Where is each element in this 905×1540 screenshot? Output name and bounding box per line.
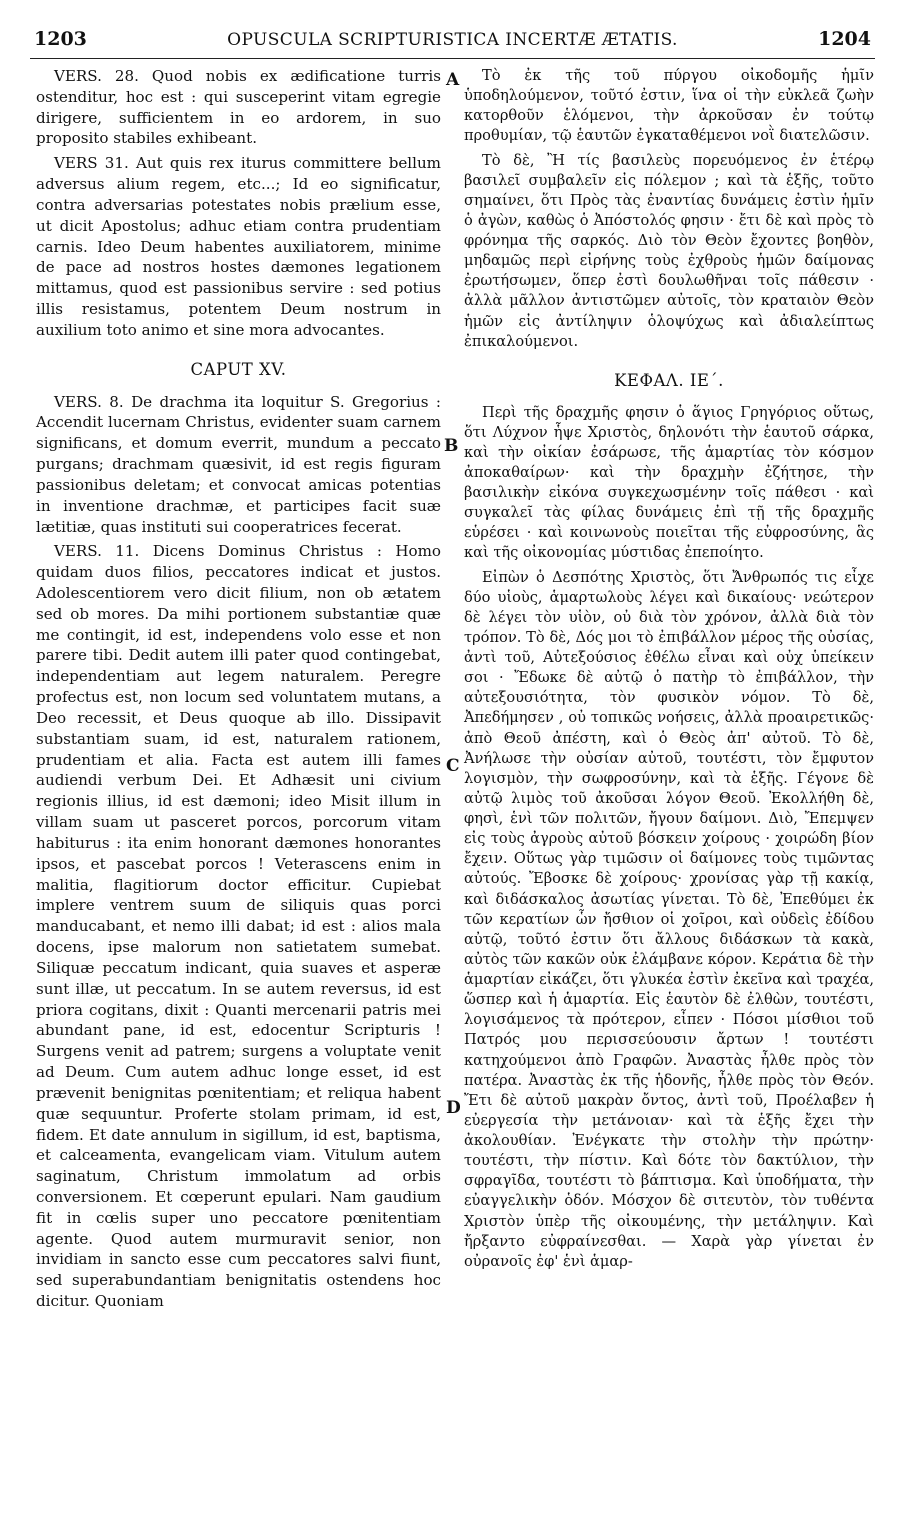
- margin-marker-d: D: [446, 1098, 461, 1118]
- latin-chapter-heading: CAPUT XV.: [190, 359, 287, 379]
- left-page-number: 1203: [34, 28, 87, 50]
- right-page-number: 1204: [818, 28, 871, 50]
- latin-paragraph-vers-8: VERS. 8. De drachma ita loquitur S. Gregorius : Accendit lucernam Christus, evidenter suam carnem significans, et domum everrit, mundum a peccato purgans; drachmam quæsivit, id est regis figuram passionibus deletam; et convocat amicas potentias in inventione drachmæ, et participes facit suæ lætitiæ, quas instituti sui cooperatrices fecerat.: [36, 392, 441, 536]
- margin-marker-c: C: [446, 756, 460, 776]
- running-header: [30, 28, 875, 59]
- latin-paragraph-vers-28: VERS. 28. Quod nobis ex ædificatione turris ostenditur, hoc est : qui susceperint vitam egregie dirigere, sufficientem in eo ardorem, in suo proposito stabiles exhibeant.: [36, 67, 441, 148]
- latin-column: [36, 66, 441, 1316]
- greek-paragraph-3: Περὶ τῆς δραχμῆς φησιν ὁ ἅγιος Γρηγόριος οὕτως, ὅτι Λύχνον ἧψε Χριστὸς, δηλονότι τὴν ἑαυτοῦ σάρκα, καὶ τὴν οἰκίαν ἐσάρωσε, τῆς ἁμαρτίας τὸν κόσμον ἀποκαθαίρων· καὶ τὴν δραχμὴν ἐζήτησε, τὴν βασιλικὴν εἰκόνα συγκεχωσμένην τοῖς πάθεσι · καὶ συγκαλεῖ τὰς φίλας δυνάμεις ἐπὶ τῇ τῆς δραχμῆς εὑρέσει · καὶ κοινωνοὺς ποιεῖται τῆς εὐφροσύνης, ἃς καὶ τῆς οἰκονομίας μύστιδας ἐπεποίητο.: [464, 403, 874, 562]
- greek-paragraph-4: Εἰπὼν ὁ Δεσπότης Χριστὸς, ὅτι Ἄνθρωπός τις εἶχε δύο υἱοὺς, ἁμαρτωλοὺς λέγει καὶ δικαίους· νεώτερον δὲ λέγει τὸν υἱὸν, οὐ διὰ τὸν χρόνον, ἀλλὰ διὰ τὸν τρόπον. Τὸ δὲ, Δός μοι τὸ ἐπιβάλλον μέρος τῆς οὐσίας, ἀντὶ τοῦ, Αὐτεξούσιος ἐθέλω εἶναι καὶ οὐχ ὑπείκειν σοι · Ἔδωκε δὲ αὐτῷ ὁ πατὴρ τὸ ἐπιβάλλον, τὴν αὐτεξουσιότητα, τὸν φυσικὸν νόμον. Τὸ δὲ, Ἀπεδήμησεν , οὐ τοπικῶς νοήσεις, ἀλλὰ προαιρετικῶς· ἀπὸ Θεοῦ ἀπέστη, καὶ ὁ Θεὸς ἀπ' αὐτοῦ. Τὸ δὲ, Ἀνήλωσε τὴν οὐσίαν αὐτοῦ, τουτέστι, τὸν ἔμφυτον λογισμὸν, τὴν σωφροσύνην, καὶ τὰ ἑξῆς. Γέγονε δὲ αὐτῷ λιμὸς τοῦ ἀκοῦσαι λόγον Θεοῦ. Ἐκολλήθη δὲ, φησὶ, ἑνὶ τῶν πολιτῶν, ἤγουν δαίμονι. Διὸ, Ἔπεμψεν εἰς τοὺς ἀγροὺς αὐτοῦ βόσκειν χοίρους · χοιρώδη βίον ἔχειν. Οὕτως γὰρ τιμῶσιν οἱ δαίμονες τοὺς τιμῶντας αὐτούς. Ἔβοσκε δὲ χοίρους· χρονίσας γὰρ τῇ κακίᾳ, καὶ διδάσκαλος ἀσωτίας γίνεται. Τὸ δὲ, Ἐπεθύμει ἐκ τῶν κερατίων ὧν ἤσθιον οἱ χοῖροι, καὶ οὐδεὶς ἐδίδου αὐτῷ, τοῦτό ἐστιν ὅτι ἄλλους διδάσκων τὰ κακὰ, αὐτὸς τῶν κακῶν οὐκ ἐλάμβανε κόρον. Κεράτια δὲ τὴν ἁμαρτίαν εἰκάζει, ὅτι γλυκέα ἐστὶν ἐκεῖνα καὶ τραχέα, ὥσπερ καὶ ἡ ἁμαρτία. Εἰς ἑαυτὸν δὲ ἐλθὼν, τουτέστι, λογισάμενος τὰ πρότερον, εἶπεν · Πόσοι μίσθιοι τοῦ Πατρός μου περισσεύουσιν ἄρτων ! τουτέστι κατηχούμενοι ἀπὸ Γραφῶν. Ἀναστὰς ἦλθε πρὸς τὸν πατέρα. Ἀναστὰς ἐκ τῆς ἡδονῆς, ἦλθε πρὸς τὸν Θεόν. Ἔτι δὲ αὐτοῦ μακρὰν ὄντος, ἀντὶ τοῦ, Προέλαβεν ἡ εὐεργεσία τὴν μετάνοιαν· καὶ τὰ ἑξῆς ἔχει τὴν ἀκολουθίαν. Ἐνέγκατε τὴν στολὴν τὴν πρώτην· τουτέστι, τὴν πίστιν. Καὶ δότε τὸν δακτύλιον, τὴν σφραγῖδα, τουτέστι τὸ βάπτισμα. Καὶ ὑποδήματα, τὴν εὐαγγελικὴν ὁδόν. Μόσχον δὲ σιτευτὸν, τὸν τυθέντα Χριστὸν ὑπὲρ τῆς οἰκουμένης, τὴν μετάληψιν. Καὶ ἤρξαντο εὐφραίνεσθαι. — Χαρὰ γὰρ γίνεται ἐν οὐρανοῖς ἐφ' ἑνὶ ἁμαρ-: [464, 568, 874, 1270]
- margin-marker-a: A: [446, 70, 460, 90]
- running-title: OPUSCULA SCRIPTURISTICA INCERTÆ ÆTATIS.: [227, 30, 678, 50]
- margin-marker-b: B: [444, 436, 459, 456]
- latin-paragraph-vers-11: VERS. 11. Dicens Dominus Christus : Homo quidam duos filios, peccatores indicat et justos. Adolescentiorem vero dicit filium, non ob ætatem sed ob mores. Da mihi portionem substantiæ quæ me contingit, id est, independens volo esse et non parere tibi. Dedit autem illi pater quod contingebat, independentiam aut legem naturalem. Peregre profectus est, non locum sed voluntatem mutans, a Deo recessit, et Deus quoque ab illo. Dissipavit substantiam suam, id est, naturalem rationem, prudentiam et alia. Facta est autem illi fames audiendi verbum Dei. Et Adhæsit uni civium regionis illius, id est dæmoni; ideo Misit illum in villam suam ut pasceret porcos, porcorum vitam habiturus : ita enim honorant dæmones honorantes ipsos, et pascebat porcos ! Veterascens enim in malitia, flagitiorum doctor efficitur. Cupiebat implere ventrem suum de siliquis quas porci manducabant, et nemo illi dabat; id est : alios mala docens, ipse malorum non satietatem sumebat. Siliquæ peccatum indicant, quia suaves et asperæ sunt illæ, ut peccatum. In se autem reversus, id est priora cogitans, dixit : Quanti mercenarii patris mei abundant pane, id est, edocentur Scripturis ! Surgens venit ad patrem; surgens a voluptate venit ad Deum. Cum autem adhuc longe esset, id est prævenit benignitas pœnitentiam; et reliqua habent quæ sequuntur. Proferte stolam primam, id est, fidem. Et date annulum in sigillum, id est, baptisma, et calceamenta, evangelicam viam. Vitulum autem saginatum, Christum immolatum ad orbis conversionem. Et cœperunt epulari. Nam gaudium fit in cœlis super uno peccatore pœnitentiam agente. Quod autem murmuravit senior, non invidiam in sancto esse cum peccatores salvi fiunt, sed superabundantiam benignitatis ostendens hoc dicitur. Quoniam: [36, 542, 441, 1311]
- latin-paragraph-vers-31: VERS 31. Aut quis rex iturus committere bellum adversus alium regem, etc...; Id eo significatur, contra adversarias potestates nobis prælium esse, ut dicit Apostolus; adhuc etiam contra prudentiam carnis. Ideo Deum habentes auxiliatorem, minime de pace ad nostros hostes dæmones legationem mittamus, quod est passionibus servire : sed potius illis resistamus, potentem Deum nostrum in auxilium toto animo et sine mora advocantes.: [36, 154, 441, 339]
- greek-column: [464, 66, 874, 1276]
- greek-paragraph-1: Τὸ ἐκ τῆς τοῦ πύργου οἰκοδομῆς ἡμῖν ὑποδηλούμενον, τοῦτό ἐστιν, ἵνα οἱ τὴν εὐκλεᾶ ζωὴν κατορθοῦν ἑλόμενοι, τὴν ἀρκοῦσαν ἐν τούτῳ προθυμίαν, τῷ ἑαυτῶν ἐγκαταθέμενοι νοῒ διατελῶσιν.: [464, 67, 874, 145]
- greek-paragraph-2: Τὸ δὲ, Ἢ τίς βασιλεὺς πορευόμενος ἐν ἑτέρῳ βασιλεῖ συμβαλεῖν εἰς πόλεμον ; καὶ τὰ ἑξῆς, τοῦτο σημαίνει, ὅτι Πρὸς τὰς ἐναντίας δυνάμεις ἐστὶν ἡμῖν ὁ ἀγὼν, καθὼς ὁ Ἀπόστολός φησιν · ἔτι δὲ καὶ πρὸς τὸ φρόνημα τῆς σαρκός. Διὸ τὸν Θεὸν ἔχοντες βοηθὸν, μηδαμῶς περὶ εἰρήνης τοὺς ἐχθροὺς ἡμῶν δαίμονας ἐρωτήσωμεν, ὅπερ ἐστὶ δουλωθῆναι τοῖς πάθεσιν · ἀλλὰ μᾶλλον ἀντιστῶμεν αὐτοῖς, τὸν κραταιὸν Θεὸν ἡμῶν εἰς ἀντίληψιν ὁλοψύχως καὶ ἀδιαλείπτως ἐπικαλούμενοι.: [464, 151, 874, 350]
- greek-chapter-heading: ΚΕΦΑΛ. ΙΕ΄.: [614, 370, 724, 390]
